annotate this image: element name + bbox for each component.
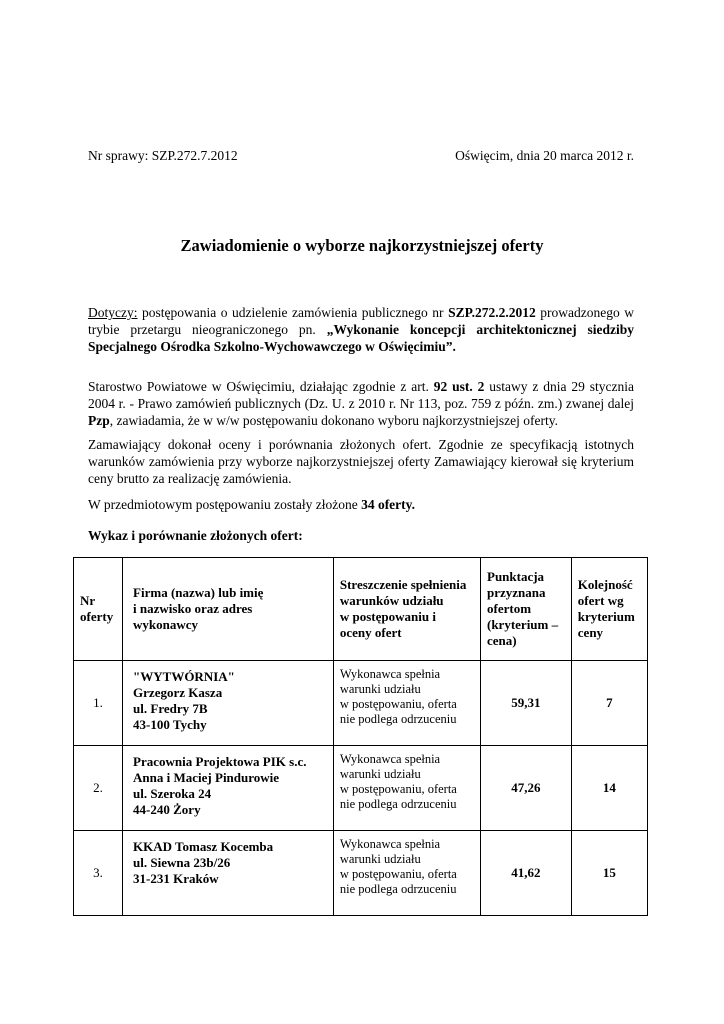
- header-nr: Nr oferty: [74, 558, 123, 661]
- legal-text-3: , zawiadamia, że w w/w postępowaniu dokonano wyboru najkorzystniejszej oferty.: [109, 413, 558, 428]
- regarding-label: Dotyczy:: [88, 305, 138, 320]
- case-number: Nr sprawy: SZP.272.7.2012: [88, 148, 238, 163]
- offer-order: 7: [571, 661, 647, 746]
- legal-article: 92 ust. 2: [433, 379, 485, 394]
- document-title: Zawiadomienie o wyborze najkorzystniejszej oferty: [180, 236, 544, 255]
- offer-order: 15: [571, 831, 647, 916]
- offers-count: 34 oferty.: [361, 497, 416, 512]
- regarding-text-1: postępowania o udzielenie zamówienia publicznego nr: [137, 305, 449, 320]
- header-summary: Streszczenie spełnienia warunków udziału w postępowaniu i oceny ofert: [333, 558, 480, 661]
- offer-summary: Wykonawca spełnia warunki udziału w postępowaniu, oferta nie podlega odrzuceniu: [333, 661, 480, 746]
- offers-table: [73, 557, 648, 916]
- offer-firm: KKAD Tomasz Kocemba ul. Siewna 23b/26 31-231 Kraków: [123, 831, 334, 916]
- regarding-paragraph: [88, 304, 634, 355]
- offer-points: 41,62: [481, 831, 572, 916]
- evaluation-paragraph: Zamawiający dokonał oceny i porównania złożonych ofert. Zgodnie ze specyfikacją istotnych warunków zamówienia przy wyborze najkorzystniejszej oferty Zamawiający kierował się kryterium ceny brutto za realizację zamówienia.: [88, 437, 634, 486]
- offer-summary: Wykonawca spełnia warunki udziału w postępowaniu, oferta nie podlega odrzuceniu: [333, 746, 480, 831]
- list-heading: Wykaz i porównanie złożonych ofert:: [88, 528, 303, 543]
- table-header-row: [74, 558, 648, 661]
- place-date: Oświęcim, dnia 20 marca 2012 r.: [455, 148, 634, 163]
- regarding-text-2: prowadzonego w trybie przetargu nieograniczonego pn.: [88, 305, 634, 337]
- offer-firm: "WYTWÓRNIA" Grzegorz Kasza ul. Fredry 7B 43-100 Tychy: [123, 661, 334, 746]
- procurement-name: „Wykonanie koncepcji architektonicznej siedziby Specjalnego Ośrodka Szkolno-Wychowawczego w Oświęcimiu”.: [88, 322, 634, 354]
- offers-count-paragraph: [88, 496, 634, 513]
- header-order: Kolejność ofert wg kryterium ceny: [571, 558, 647, 661]
- header-firm: Firma (nazwa) lub imię i nazwisko oraz adres wykonawcy: [123, 558, 334, 661]
- offer-nr: 1.: [74, 661, 123, 746]
- legal-text-2: ustawy z dnia 29 stycznia 2004 r. - Prawo zamówień publicznych (Dz. U. z 2010 r. Nr 113, poz. 759 z późn. zm.) zwanej dalej: [88, 379, 634, 411]
- offer-firm: Pracownia Projektowa PIK s.c. Anna i Maciej Pindurowie ul. Szeroka 24 44-240 Żory: [123, 746, 334, 831]
- table-row: [74, 831, 648, 916]
- offer-nr: 3.: [74, 831, 123, 916]
- legal-basis-paragraph: [88, 378, 634, 429]
- table-row: [74, 746, 648, 831]
- procurement-number: SZP.272.2.2012: [448, 305, 536, 320]
- legal-abbrev: Pzp: [88, 413, 110, 428]
- offer-points: 47,26: [481, 746, 572, 831]
- offer-points: 59,31: [481, 661, 572, 746]
- header-points: Punktacja przyznana ofertom (kryterium – cena): [481, 558, 572, 661]
- offer-order: 14: [571, 746, 647, 831]
- offer-summary: Wykonawca spełnia warunki udziału w postępowaniu, oferta nie podlega odrzuceniu: [333, 831, 480, 916]
- offers-count-text: W przedmiotowym postępowaniu zostały złożone: [88, 497, 362, 512]
- table-row: [74, 661, 648, 746]
- offer-nr: 2.: [74, 746, 123, 831]
- legal-text-1: Starostwo Powiatowe w Oświęcimiu, działając zgodnie z art.: [88, 379, 434, 394]
